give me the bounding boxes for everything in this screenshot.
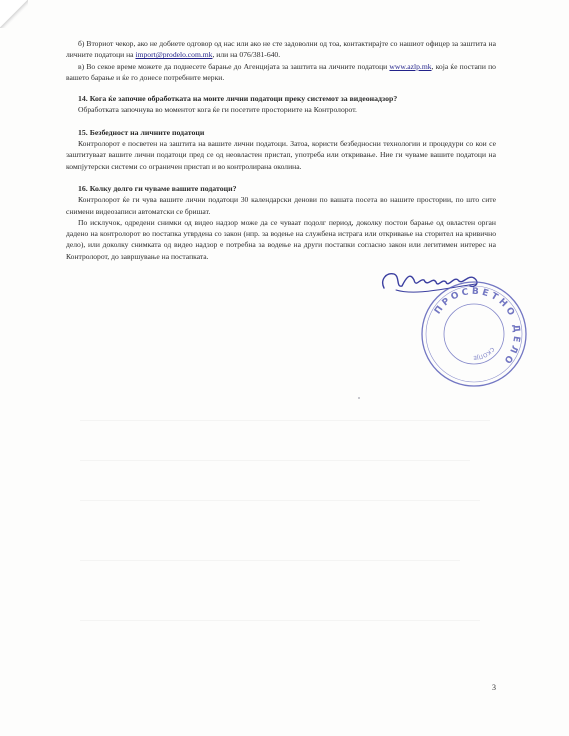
paragraph-step-b-phone: , или на 076/381-640. [212,50,281,60]
section-15-heading: 15. Безбедност на личните податоци [78,127,205,137]
section-14-paragraph: Обработката започнува во моментот кога ќе ги посетите просториите на Контролорот. [78,105,357,115]
bleed-through-line [80,560,460,561]
section-16-paragraph-1: Контролорот ќе ги чува вашите лични податоци 30 календарски денови по вашата посета во нашите простории, по што сите снимени видеозаписи автоматски се бришат. [66,195,496,216]
bleed-through-line [80,620,480,621]
section-16-heading: 16. Колку долго ги чуваме вашите податоци? [78,183,237,193]
section-16-paragraph-2: По исклучок, одредени снимки од видео надзор може да се чуваат подолг период, доколку постои барање од овластен орган дадено на контролорот во постапка утврдена со закон (нпр. за водење на службена истрага или откривање на сторител на кривично дело), или доколку снимката од видео надзор е потребна за водење на други постапки согласно закон или легитимен интерес на Контролорот, до завршување на постапката. [66,217,496,261]
paragraph-step-c-text: в) Во секое време можете да поднесете барање до Агенцијата за заштита на личните податоци [78,61,390,71]
svg-text:ПРОСВЕТНО ДЕЛО: ПРОСВЕТНО ДЕЛО [433,286,522,368]
bleed-through-line [80,460,470,461]
paragraph-step-b [66,38,496,61]
paragraph-step-c-end: , која ќе постапи по вашето барање и ќе го донесе потребните мерки. [66,61,496,82]
page-number: 3 [492,683,496,692]
company-seal-stamp [418,278,530,390]
paragraph-step-b-text: б) Вториот чекор, ако не добиете одговор од нас или ако не сте задоволни од тоа, контактирајте со нашиот офицер за заштита на личните податоци на [66,39,496,60]
bleed-through-line [80,500,480,501]
svg-text:СКОПЈЕ: СКОПЈЕ [473,345,495,361]
page-corner-fold [0,0,28,28]
paragraph-step-c [66,61,496,84]
paper-speck [358,397,360,399]
azlp-website-link[interactable]: www.azlp.mk [389,61,432,71]
section-14-heading: 14. Кога ќе започне обработката на моите лични податоци преку системот за видеонадзор? [78,94,398,104]
section-15-paragraph: Контролорот е посветен на заштита на вашите лични податоци. Затоа, користи безбедносни технологии и процедури со кои се заштитуваат вашите лични податоци пред се од неовластен пристап, употреба или откривање. Ние ги чуваме вашите податоци на компјутерски системи со ограничен пристап и во контролирана околина. [66,139,496,171]
document-body [66,38,496,262]
bleed-through-line [80,420,490,421]
dpo-email-link[interactable]: import@prodelo.com.mk [135,50,213,60]
